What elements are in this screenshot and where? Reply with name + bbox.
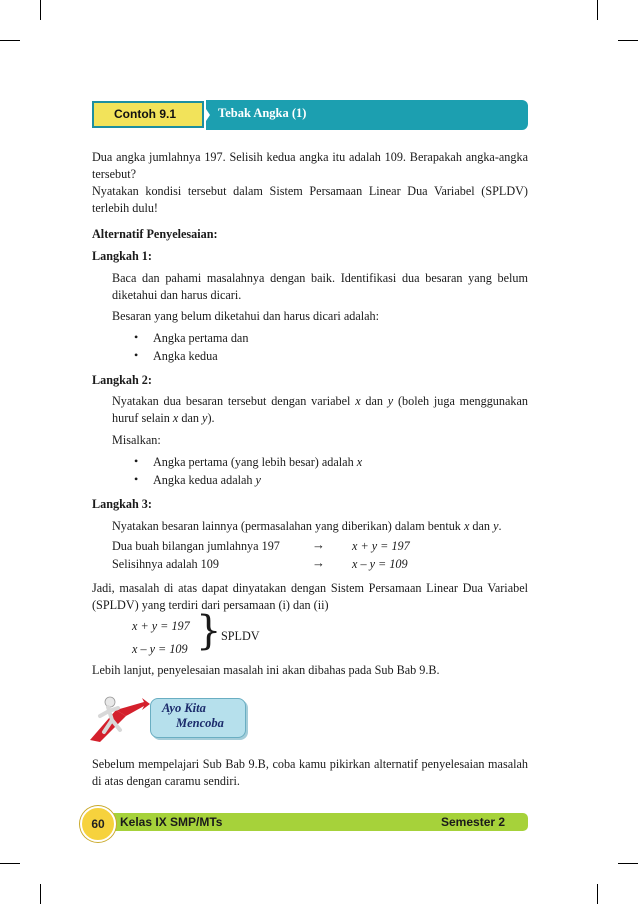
- arrow-right-icon: →: [312, 537, 325, 552]
- bullet-icon: •: [134, 330, 139, 344]
- crop-mark: [597, 0, 598, 20]
- step1-paragraph-2: Besaran yang belum diketahui dan harus dicari adalah:: [112, 309, 380, 323]
- intro-paragraph-2: Nyatakan kondisi tersebut dalam Sistem Persamaan Linear Dua Variabel (SPLDV) terlebih dulu!: [92, 184, 528, 215]
- crop-mark: [0, 40, 20, 41]
- crop-mark: [597, 884, 598, 904]
- closing-paragraph: Sebelum mempelajari Sub Bab 9.B, coba kamu pikirkan alternatif penyelesaian masalah di atas dengan caramu sendiri.: [92, 757, 528, 788]
- mencoba-label: Mencoba: [176, 716, 224, 730]
- bullet-icon: •: [134, 472, 139, 486]
- step1-heading: Langkah 1:: [92, 249, 152, 263]
- crop-mark: [618, 863, 638, 864]
- footer-class-label: Kelas IX SMP/MTs: [120, 815, 223, 829]
- example-label-tab: Contoh 9.1: [92, 101, 204, 128]
- arrow-right-icon: →: [312, 555, 325, 570]
- crop-mark: [40, 884, 41, 904]
- step3-row1-equation: x + y = 197: [352, 539, 410, 553]
- spldv-label: SPLDV: [221, 629, 260, 643]
- example-title: Tebak Angka (1): [218, 106, 307, 120]
- page-number: 60: [80, 806, 116, 842]
- solution-heading: Alternatif Penyelesaian:: [92, 227, 218, 241]
- step1-bullet-1: Angka pertama dan: [153, 331, 249, 345]
- crop-mark: [0, 863, 20, 864]
- step3-paragraph: Nyatakan besaran lainnya (permasalahan yang diberikan) dalam bentuk x dan y.: [112, 519, 502, 533]
- step3-row2-equation: x – y = 109: [352, 557, 408, 571]
- step3-heading: Langkah 3:: [92, 497, 152, 511]
- step1-paragraph: Baca dan pahami masalahnya dengan baik. Identifikasi dua besaran yang belum diketahui dan harus dicari.: [112, 271, 528, 302]
- step2-bullet-2: Angka kedua adalah y: [153, 473, 261, 487]
- conclusion-paragraph: Jadi, masalah di atas dapat dinyatakan dengan Sistem Persamaan Linear Dua Variabel (SPLDV) yang terdiri dari persamaan (i) dan (ii): [92, 581, 528, 612]
- equation-2: x – y = 109: [132, 642, 188, 656]
- crop-mark: [618, 40, 638, 41]
- ayo-kita-label: Ayo Kita: [162, 701, 206, 715]
- step3-row2-label: Selisihnya adalah 109: [112, 557, 219, 571]
- step2-bullet-1: Angka pertama (yang lebih besar) adalah x: [153, 455, 363, 469]
- brace-symbol: }: [196, 608, 222, 654]
- step2-heading: Langkah 2:: [92, 373, 152, 387]
- conclusion-followup: Lebih lanjut, penyelesaian masalah ini akan dibahas pada Sub Bab 9.B.: [92, 663, 440, 677]
- equation-1: x + y = 197: [132, 619, 190, 633]
- footer-semester-label: Semester 2: [441, 815, 506, 829]
- step2-misalkan: Misalkan:: [112, 433, 161, 447]
- step3-row1-label: Dua buah bilangan jumlahnya 197: [112, 539, 280, 553]
- running-figure-icon: [86, 696, 152, 742]
- bullet-icon: •: [134, 348, 139, 362]
- step2-paragraph: Nyatakan dua besaran tersebut dengan variabel x dan y (boleh juga menggunakan huruf selain x dan y).: [112, 394, 528, 425]
- step1-bullet-2: Angka kedua: [153, 349, 218, 363]
- bullet-icon: •: [134, 454, 139, 468]
- intro-paragraph-1: Dua angka jumlahnya 197. Selisih kedua angka itu adalah 109. Berapakah angka-angka tersebut?: [92, 150, 528, 181]
- crop-mark: [40, 0, 41, 20]
